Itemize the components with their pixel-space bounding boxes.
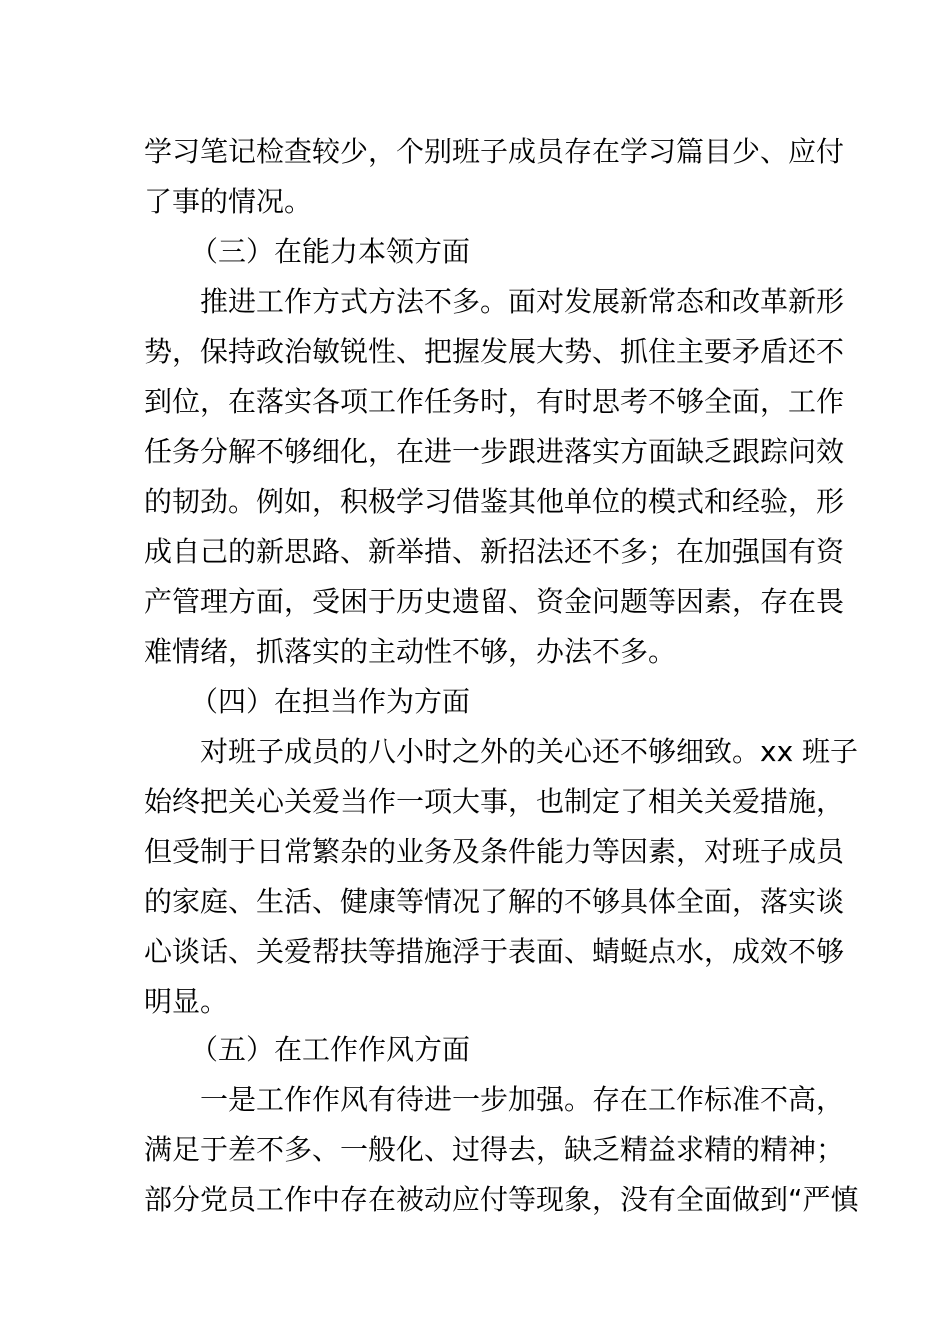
text-line: 势，保持政治敏锐性、把握发展大势、抓住主要矛盾还不 — [144, 335, 845, 368]
text-line: 但受制于日常繁杂的业务及条件能力等因素，对班子成员 — [144, 835, 845, 868]
text-line: 的韧劲。例如，积极学习借鉴其他单位的模式和经验，形 — [144, 485, 845, 518]
text-line: 部分党员工作中存在被动应付等现象，没有全面做到“严慎 — [144, 1183, 859, 1216]
text-line: 了事的情况。 — [144, 185, 313, 218]
text-line: 始终把关心关爱当作一项大事，也制定了相关关爱措施， — [144, 785, 845, 818]
text-line: 学习笔记检查较少，个别班子成员存在学习篇目少、应付 — [144, 135, 845, 168]
section-heading: （三）在能力本领方面 — [190, 235, 471, 268]
text-line: 满足于差不多、一般化、过得去，缺乏精益求精的精神； — [144, 1133, 845, 1166]
text-line: 一是工作作风有待进一步加强。存在工作标准不高， — [200, 1083, 845, 1116]
text-line: 难情绪，抓落实的主动性不够，办法不多。 — [144, 635, 677, 668]
text-line: 产管理方面，受困于历史遗留、资金问题等因素，存在畏 — [144, 585, 845, 618]
text-line: 的家庭、生活、健康等情况了解的不够具体全面，落实谈 — [144, 885, 845, 918]
text-line: 明显。 — [144, 985, 229, 1018]
text-line: 成自己的新思路、新举措、新招法还不多；在加强国有资 — [144, 535, 845, 568]
section-heading: （五）在工作作风方面 — [190, 1033, 471, 1066]
text-line: 任务分解不够细化，在进一步跟进落实方面缺乏跟踪问效 — [144, 435, 845, 468]
section-heading: （四）在担当作为方面 — [190, 685, 471, 718]
text-line: 对班子成员的八小时之外的关心还不够细致。xx 班子 — [200, 735, 859, 768]
text-line: 心谈话、关爱帮扶等措施浮于表面、蜻蜓点水，成效不够 — [144, 935, 845, 968]
text-line: 到位，在落实各项工作任务时，有时思考不够全面，工作 — [144, 385, 845, 418]
text-line: 推进工作方式方法不多。面对发展新常态和改革新形 — [200, 285, 845, 318]
